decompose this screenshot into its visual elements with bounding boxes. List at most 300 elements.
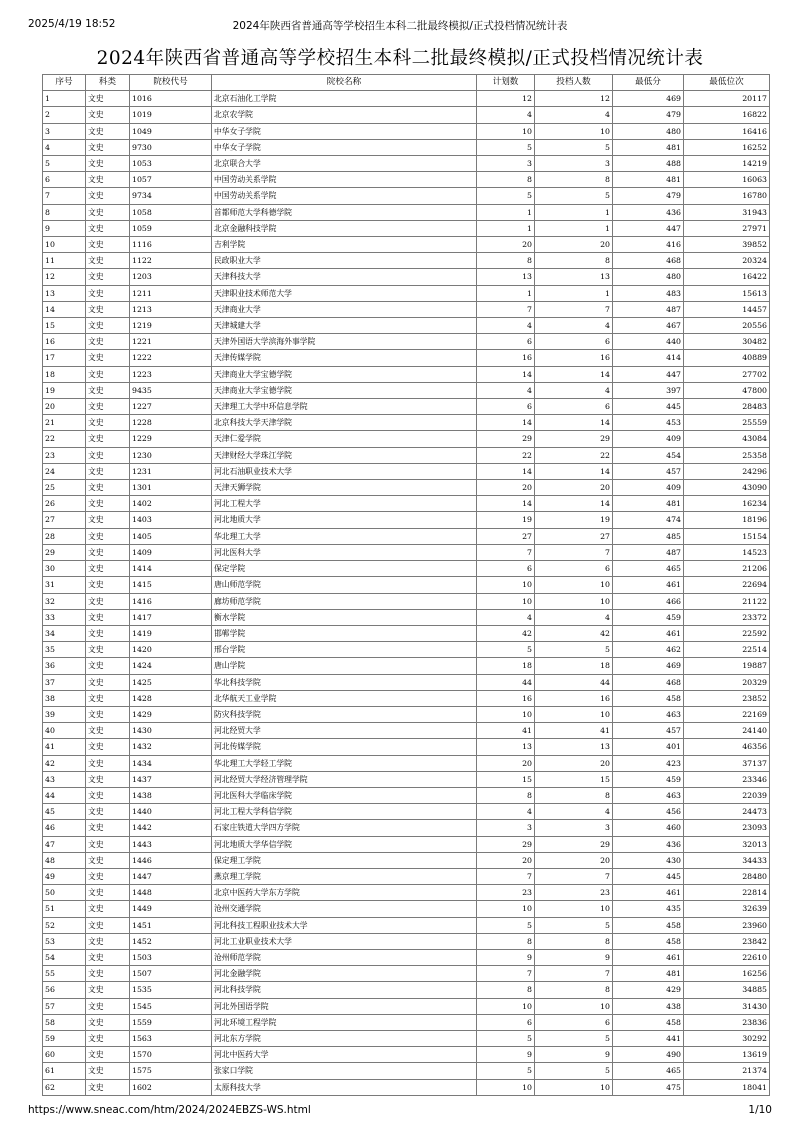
cell-min-rank: 14457 [684, 301, 770, 317]
cell-admitted-count: 18 [535, 658, 613, 674]
cell-min-rank: 22514 [684, 642, 770, 658]
cell-school-name: 吉利学院 [212, 237, 477, 253]
cell-admitted-count: 9 [535, 1047, 613, 1063]
admission-table [42, 74, 770, 1096]
cell-category: 文史 [86, 885, 130, 901]
cell-school-code: 1301 [130, 480, 212, 496]
cell-min-rank: 15613 [684, 285, 770, 301]
cell-school-name: 河北科技学院 [212, 982, 477, 998]
column-header-admitted-count: 投档人数 [535, 75, 613, 91]
cell-school-name: 河北医科大学临床学院 [212, 787, 477, 803]
page-number: 1/10 [748, 1104, 772, 1116]
cell-seq: 6 [43, 172, 86, 188]
table-row [43, 723, 770, 739]
cell-school-name: 燕京理工学院 [212, 868, 477, 884]
cell-seq: 58 [43, 1014, 86, 1030]
cell-plan-count: 5 [477, 188, 535, 204]
cell-category: 文史 [86, 658, 130, 674]
cell-min-score: 438 [613, 998, 684, 1014]
cell-admitted-count: 7 [535, 868, 613, 884]
cell-min-rank: 16416 [684, 123, 770, 139]
cell-admitted-count: 14 [535, 496, 613, 512]
cell-category: 文史 [86, 415, 130, 431]
cell-seq: 42 [43, 755, 86, 771]
cell-plan-count: 3 [477, 820, 535, 836]
cell-admitted-count: 14 [535, 366, 613, 382]
cell-category: 文史 [86, 836, 130, 852]
cell-seq: 34 [43, 625, 86, 641]
cell-school-name: 华北科技学院 [212, 674, 477, 690]
cell-plan-count: 27 [477, 528, 535, 544]
cell-admitted-count: 3 [535, 820, 613, 836]
cell-seq: 33 [43, 609, 86, 625]
cell-min-rank: 28483 [684, 399, 770, 415]
cell-min-score: 458 [613, 1014, 684, 1030]
cell-min-rank: 16256 [684, 966, 770, 982]
table-row [43, 188, 770, 204]
cell-seq: 28 [43, 528, 86, 544]
cell-school-name: 天津职业技术师范大学 [212, 285, 477, 301]
table-row [43, 966, 770, 982]
cell-category: 文史 [86, 447, 130, 463]
cell-seq: 23 [43, 447, 86, 463]
table-row [43, 658, 770, 674]
table-row [43, 415, 770, 431]
cell-min-score: 460 [613, 820, 684, 836]
table-row [43, 285, 770, 301]
cell-min-rank: 25358 [684, 447, 770, 463]
cell-school-name: 沧州师范学院 [212, 949, 477, 965]
cell-admitted-count: 5 [535, 917, 613, 933]
cell-min-score: 441 [613, 1030, 684, 1046]
cell-category: 文史 [86, 982, 130, 998]
cell-min-score: 469 [613, 658, 684, 674]
table-row [43, 852, 770, 868]
cell-school-name: 河北医科大学 [212, 544, 477, 560]
print-timestamp: 2025/4/19 18:52 [28, 18, 116, 30]
cell-school-code: 1425 [130, 674, 212, 690]
table-row [43, 1014, 770, 1030]
cell-plan-count: 6 [477, 1014, 535, 1030]
cell-min-rank: 21206 [684, 561, 770, 577]
cell-school-code: 1211 [130, 285, 212, 301]
cell-seq: 37 [43, 674, 86, 690]
table-row [43, 318, 770, 334]
cell-category: 文史 [86, 1047, 130, 1063]
cell-category: 文史 [86, 544, 130, 560]
cell-category: 文史 [86, 496, 130, 512]
table-row [43, 107, 770, 123]
cell-category: 文史 [86, 933, 130, 949]
cell-seq: 35 [43, 642, 86, 658]
column-header-category: 科类 [86, 75, 130, 91]
cell-school-name: 河北外国语学院 [212, 998, 477, 1014]
table-row [43, 933, 770, 949]
cell-school-name: 中华女子学院 [212, 123, 477, 139]
cell-school-code: 1563 [130, 1030, 212, 1046]
cell-school-code: 1405 [130, 528, 212, 544]
cell-school-name: 沧州交通学院 [212, 901, 477, 917]
cell-category: 文史 [86, 625, 130, 641]
cell-seq: 3 [43, 123, 86, 139]
cell-school-code: 1449 [130, 901, 212, 917]
cell-min-rank: 15154 [684, 528, 770, 544]
cell-plan-count: 29 [477, 431, 535, 447]
cell-plan-count: 16 [477, 350, 535, 366]
cell-plan-count: 4 [477, 804, 535, 820]
cell-admitted-count: 5 [535, 1030, 613, 1046]
table-row [43, 1079, 770, 1095]
cell-seq: 38 [43, 690, 86, 706]
cell-plan-count: 20 [477, 755, 535, 771]
cell-category: 文史 [86, 1014, 130, 1030]
cell-plan-count: 14 [477, 463, 535, 479]
cell-admitted-count: 4 [535, 107, 613, 123]
cell-admitted-count: 15 [535, 771, 613, 787]
cell-min-score: 479 [613, 107, 684, 123]
cell-min-score: 440 [613, 334, 684, 350]
cell-seq: 17 [43, 350, 86, 366]
cell-school-code: 1213 [130, 301, 212, 317]
cell-school-name: 防灾科技学院 [212, 706, 477, 722]
cell-category: 文史 [86, 901, 130, 917]
cell-plan-count: 4 [477, 382, 535, 398]
cell-category: 文史 [86, 1030, 130, 1046]
cell-category: 文史 [86, 966, 130, 982]
cell-plan-count: 10 [477, 577, 535, 593]
table-body [43, 91, 770, 1096]
cell-min-score: 487 [613, 301, 684, 317]
cell-min-score: 414 [613, 350, 684, 366]
cell-seq: 10 [43, 237, 86, 253]
cell-min-rank: 28480 [684, 868, 770, 884]
cell-admitted-count: 8 [535, 982, 613, 998]
cell-seq: 43 [43, 771, 86, 787]
cell-school-name: 北京农学院 [212, 107, 477, 123]
cell-min-score: 456 [613, 804, 684, 820]
cell-min-score: 409 [613, 480, 684, 496]
cell-school-code: 1116 [130, 237, 212, 253]
cell-min-score: 467 [613, 318, 684, 334]
table-row [43, 366, 770, 382]
cell-school-code: 1016 [130, 91, 212, 107]
table-row [43, 512, 770, 528]
cell-min-rank: 22169 [684, 706, 770, 722]
cell-min-score: 447 [613, 366, 684, 382]
cell-plan-count: 14 [477, 415, 535, 431]
cell-seq: 40 [43, 723, 86, 739]
cell-admitted-count: 7 [535, 301, 613, 317]
cell-admitted-count: 5 [535, 1063, 613, 1079]
cell-min-score: 445 [613, 399, 684, 415]
cell-school-name: 河北经贸大学经济管理学院 [212, 771, 477, 787]
column-header-min-score: 最低分 [613, 75, 684, 91]
cell-school-name: 衡水学院 [212, 609, 477, 625]
cell-seq: 36 [43, 658, 86, 674]
cell-seq: 59 [43, 1030, 86, 1046]
cell-school-name: 北京金融科技学院 [212, 220, 477, 236]
table-row [43, 674, 770, 690]
table-row [43, 868, 770, 884]
cell-min-score: 480 [613, 123, 684, 139]
cell-admitted-count: 44 [535, 674, 613, 690]
cell-school-name: 天津科技大学 [212, 269, 477, 285]
cell-category: 文史 [86, 204, 130, 220]
cell-school-code: 1420 [130, 642, 212, 658]
cell-category: 文史 [86, 739, 130, 755]
cell-seq: 1 [43, 91, 86, 107]
cell-min-rank: 24140 [684, 723, 770, 739]
cell-category: 文史 [86, 334, 130, 350]
cell-seq: 54 [43, 949, 86, 965]
cell-school-name: 唐山学院 [212, 658, 477, 674]
cell-school-code: 1416 [130, 593, 212, 609]
cell-admitted-count: 10 [535, 998, 613, 1014]
cell-school-code: 1545 [130, 998, 212, 1014]
cell-seq: 5 [43, 156, 86, 172]
cell-plan-count: 10 [477, 593, 535, 609]
cell-category: 文史 [86, 480, 130, 496]
cell-admitted-count: 7 [535, 966, 613, 982]
cell-category: 文史 [86, 1079, 130, 1095]
cell-min-rank: 32639 [684, 901, 770, 917]
cell-admitted-count: 6 [535, 399, 613, 415]
cell-admitted-count: 29 [535, 431, 613, 447]
cell-school-name: 北京中医药大学东方学院 [212, 885, 477, 901]
cell-min-rank: 23372 [684, 609, 770, 625]
table-row [43, 804, 770, 820]
cell-admitted-count: 10 [535, 123, 613, 139]
cell-min-score: 462 [613, 642, 684, 658]
cell-plan-count: 22 [477, 447, 535, 463]
cell-school-code: 1602 [130, 1079, 212, 1095]
cell-category: 文史 [86, 577, 130, 593]
cell-category: 文史 [86, 350, 130, 366]
cell-min-score: 436 [613, 836, 684, 852]
cell-min-score: 461 [613, 577, 684, 593]
cell-min-rank: 27702 [684, 366, 770, 382]
cell-school-code: 1019 [130, 107, 212, 123]
page-title: 2024年陕西省普通高等学校招生本科二批最终模拟/正式投档情况统计表 [96, 48, 704, 69]
cell-school-name: 河北工业职业技术大学 [212, 933, 477, 949]
cell-seq: 22 [43, 431, 86, 447]
cell-min-score: 469 [613, 91, 684, 107]
cell-admitted-count: 1 [535, 220, 613, 236]
cell-school-name: 河北地质大学华信学院 [212, 836, 477, 852]
cell-plan-count: 19 [477, 512, 535, 528]
cell-category: 文史 [86, 172, 130, 188]
cell-min-rank: 23346 [684, 771, 770, 787]
cell-school-name: 河北中医药大学 [212, 1047, 477, 1063]
cell-school-name: 天津商业大学 [212, 301, 477, 317]
table-row [43, 739, 770, 755]
table-row [43, 593, 770, 609]
cell-seq: 41 [43, 739, 86, 755]
cell-school-code: 1437 [130, 771, 212, 787]
table-row [43, 901, 770, 917]
cell-seq: 51 [43, 901, 86, 917]
cell-admitted-count: 10 [535, 1079, 613, 1095]
cell-min-rank: 18196 [684, 512, 770, 528]
cell-school-code: 9435 [130, 382, 212, 398]
cell-plan-count: 4 [477, 107, 535, 123]
cell-admitted-count: 41 [535, 723, 613, 739]
cell-category: 文史 [86, 91, 130, 107]
cell-school-code: 1559 [130, 1014, 212, 1030]
cell-admitted-count: 8 [535, 253, 613, 269]
column-header-school-name: 院校名称 [212, 75, 477, 91]
cell-min-rank: 13619 [684, 1047, 770, 1063]
cell-admitted-count: 5 [535, 642, 613, 658]
table-row [43, 885, 770, 901]
cell-seq: 55 [43, 966, 86, 982]
cell-min-score: 458 [613, 917, 684, 933]
table-row [43, 237, 770, 253]
cell-min-rank: 20556 [684, 318, 770, 334]
cell-school-code: 1221 [130, 334, 212, 350]
cell-min-rank: 25559 [684, 415, 770, 431]
cell-seq: 46 [43, 820, 86, 836]
cell-school-code: 9734 [130, 188, 212, 204]
cell-min-score: 474 [613, 512, 684, 528]
cell-admitted-count: 23 [535, 885, 613, 901]
cell-school-code: 1053 [130, 156, 212, 172]
cell-admitted-count: 4 [535, 609, 613, 625]
cell-plan-count: 12 [477, 91, 535, 107]
cell-seq: 49 [43, 868, 86, 884]
cell-min-rank: 30482 [684, 334, 770, 350]
cell-category: 文史 [86, 512, 130, 528]
cell-school-name: 民政职业大学 [212, 253, 477, 269]
cell-min-rank: 34433 [684, 852, 770, 868]
cell-admitted-count: 8 [535, 787, 613, 803]
cell-admitted-count: 8 [535, 933, 613, 949]
cell-seq: 15 [43, 318, 86, 334]
cell-seq: 2 [43, 107, 86, 123]
cell-min-score: 461 [613, 885, 684, 901]
cell-school-code: 1443 [130, 836, 212, 852]
cell-min-rank: 37137 [684, 755, 770, 771]
cell-school-code: 1503 [130, 949, 212, 965]
cell-plan-count: 10 [477, 706, 535, 722]
cell-plan-count: 10 [477, 123, 535, 139]
cell-min-rank: 16063 [684, 172, 770, 188]
table-row [43, 496, 770, 512]
cell-seq: 20 [43, 399, 86, 415]
cell-admitted-count: 27 [535, 528, 613, 544]
cell-school-name: 华北理工大学 [212, 528, 477, 544]
cell-school-name: 北京联合大学 [212, 156, 477, 172]
cell-seq: 31 [43, 577, 86, 593]
cell-min-rank: 47800 [684, 382, 770, 398]
cell-seq: 19 [43, 382, 86, 398]
cell-min-rank: 21374 [684, 1063, 770, 1079]
cell-admitted-count: 10 [535, 577, 613, 593]
cell-seq: 45 [43, 804, 86, 820]
cell-min-score: 445 [613, 868, 684, 884]
cell-school-code: 1507 [130, 966, 212, 982]
cell-min-rank: 14219 [684, 156, 770, 172]
cell-min-rank: 23093 [684, 820, 770, 836]
cell-plan-count: 7 [477, 544, 535, 560]
cell-min-score: 457 [613, 463, 684, 479]
cell-admitted-count: 13 [535, 739, 613, 755]
cell-min-rank: 21122 [684, 593, 770, 609]
cell-school-code: 1403 [130, 512, 212, 528]
cell-school-code: 1222 [130, 350, 212, 366]
cell-plan-count: 7 [477, 966, 535, 982]
cell-school-code: 1424 [130, 658, 212, 674]
cell-min-rank: 23836 [684, 1014, 770, 1030]
table-row [43, 399, 770, 415]
table-row [43, 139, 770, 155]
cell-admitted-count: 9 [535, 949, 613, 965]
cell-plan-count: 13 [477, 269, 535, 285]
cell-min-rank: 22592 [684, 625, 770, 641]
table-row [43, 301, 770, 317]
cell-min-score: 475 [613, 1079, 684, 1095]
cell-school-code: 1402 [130, 496, 212, 512]
cell-school-name: 河北经贸大学 [212, 723, 477, 739]
table-row [43, 836, 770, 852]
cell-school-code: 1428 [130, 690, 212, 706]
cell-school-name: 河北地质大学 [212, 512, 477, 528]
cell-min-rank: 40889 [684, 350, 770, 366]
cell-plan-count: 7 [477, 301, 535, 317]
cell-seq: 56 [43, 982, 86, 998]
cell-category: 文史 [86, 188, 130, 204]
table-row [43, 382, 770, 398]
table-row [43, 609, 770, 625]
cell-category: 文史 [86, 528, 130, 544]
cell-min-rank: 18041 [684, 1079, 770, 1095]
cell-category: 文史 [86, 561, 130, 577]
cell-category: 文史 [86, 1063, 130, 1079]
column-header-min-rank: 最低位次 [684, 75, 770, 91]
cell-admitted-count: 16 [535, 690, 613, 706]
cell-seq: 32 [43, 593, 86, 609]
cell-school-code: 1448 [130, 885, 212, 901]
cell-school-name: 河北工程大学科信学院 [212, 804, 477, 820]
cell-min-rank: 32013 [684, 836, 770, 852]
cell-min-score: 479 [613, 188, 684, 204]
cell-seq: 50 [43, 885, 86, 901]
cell-category: 文史 [86, 399, 130, 415]
cell-plan-count: 5 [477, 642, 535, 658]
cell-admitted-count: 20 [535, 480, 613, 496]
cell-min-score: 459 [613, 771, 684, 787]
cell-school-name: 天津外国语大学滨海外事学院 [212, 334, 477, 350]
cell-school-name: 唐山师范学院 [212, 577, 477, 593]
cell-plan-count: 8 [477, 172, 535, 188]
cell-admitted-count: 5 [535, 188, 613, 204]
cell-plan-count: 4 [477, 318, 535, 334]
cell-category: 文史 [86, 706, 130, 722]
cell-plan-count: 5 [477, 1063, 535, 1079]
table-row [43, 123, 770, 139]
table-row [43, 642, 770, 658]
cell-min-rank: 31430 [684, 998, 770, 1014]
cell-category: 文史 [86, 253, 130, 269]
cell-min-score: 480 [613, 269, 684, 285]
cell-admitted-count: 5 [535, 139, 613, 155]
table-row [43, 544, 770, 560]
cell-plan-count: 7 [477, 868, 535, 884]
cell-plan-count: 9 [477, 1047, 535, 1063]
cell-seq: 25 [43, 480, 86, 496]
cell-school-code: 1230 [130, 447, 212, 463]
cell-seq: 16 [43, 334, 86, 350]
